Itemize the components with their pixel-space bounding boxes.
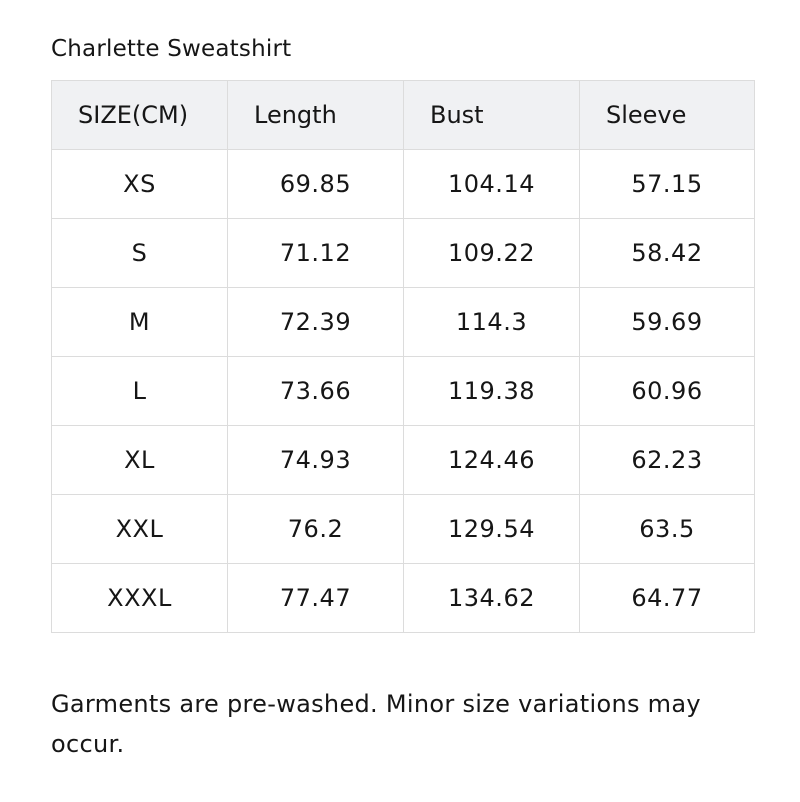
column-header-sleeve: Sleeve bbox=[580, 81, 755, 150]
size-chart-table bbox=[51, 80, 755, 633]
column-header-length: Length bbox=[228, 81, 404, 150]
sleeve-cell: 63.5 bbox=[580, 495, 755, 564]
column-header-bust: Bust bbox=[404, 81, 580, 150]
sleeve-cell: 62.23 bbox=[580, 426, 755, 495]
bust-cell: 129.54 bbox=[404, 495, 580, 564]
table-row bbox=[52, 357, 755, 426]
table-row bbox=[52, 288, 755, 357]
sleeve-cell: 60.96 bbox=[580, 357, 755, 426]
bust-cell: 134.62 bbox=[404, 564, 580, 633]
table-header-row bbox=[52, 81, 755, 150]
table-row bbox=[52, 219, 755, 288]
sleeve-cell: 58.42 bbox=[580, 219, 755, 288]
bust-cell: 104.14 bbox=[404, 150, 580, 219]
column-header-size: SIZE(CM) bbox=[52, 81, 228, 150]
size-cell: S bbox=[52, 219, 228, 288]
length-cell: 73.66 bbox=[228, 357, 404, 426]
length-cell: 76.2 bbox=[228, 495, 404, 564]
size-cell: XL bbox=[52, 426, 228, 495]
sleeve-cell: 64.77 bbox=[580, 564, 755, 633]
length-cell: 71.12 bbox=[228, 219, 404, 288]
length-cell: 72.39 bbox=[228, 288, 404, 357]
size-cell: XS bbox=[52, 150, 228, 219]
table-row bbox=[52, 150, 755, 219]
size-cell: L bbox=[52, 357, 228, 426]
length-cell: 74.93 bbox=[228, 426, 404, 495]
table-row bbox=[52, 564, 755, 633]
sleeve-cell: 59.69 bbox=[580, 288, 755, 357]
size-cell: XXL bbox=[52, 495, 228, 564]
table-row bbox=[52, 495, 755, 564]
size-cell: XXXL bbox=[52, 564, 228, 633]
bust-cell: 119.38 bbox=[404, 357, 580, 426]
page-title: Charlette Sweatshirt bbox=[51, 36, 292, 62]
table-row bbox=[52, 426, 755, 495]
bust-cell: 114.3 bbox=[404, 288, 580, 357]
bust-cell: 109.22 bbox=[404, 219, 580, 288]
size-cell: M bbox=[52, 288, 228, 357]
garment-note: Garments are pre-washed. Minor size variations may occur. bbox=[51, 690, 701, 758]
length-cell: 77.47 bbox=[228, 564, 404, 633]
length-cell: 69.85 bbox=[228, 150, 404, 219]
sleeve-cell: 57.15 bbox=[580, 150, 755, 219]
bust-cell: 124.46 bbox=[404, 426, 580, 495]
